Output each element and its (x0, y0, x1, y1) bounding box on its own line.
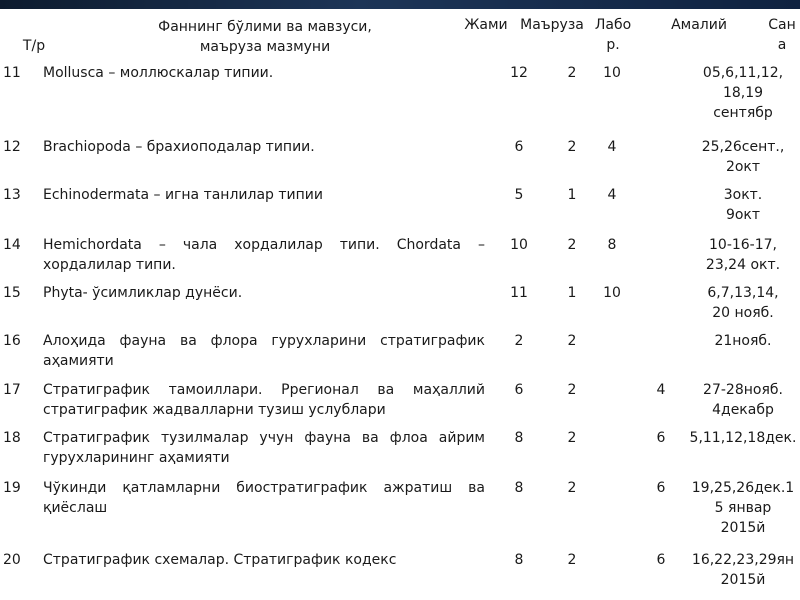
row-total: 2 (514, 333, 524, 349)
row-total: 8 (514, 430, 524, 446)
row-number: 13 (3, 187, 21, 203)
row-lab: 4 (607, 187, 617, 203)
row-date: 5,11,12,18дек. (689, 430, 797, 446)
row-total: 11 (510, 285, 528, 301)
row-practical: 6 (656, 430, 666, 446)
row-lab: 8 (607, 237, 617, 253)
row-lab: 10 (603, 285, 621, 301)
row-topic: Hemichordata – чала хордалилар типи. Chordata – хордалилар типи. (43, 237, 485, 273)
row-topic: Echinodermata – игна танлилар типии (43, 187, 323, 203)
row-number: 17 (3, 382, 21, 398)
row-number: 20 (3, 552, 21, 568)
row-total: 12 (510, 65, 528, 81)
row-lecture: 2 (567, 237, 577, 253)
row-total: 8 (514, 480, 524, 496)
row-topic: Стратиграфик тузилмалар учун фауна ва флоа айрим гурухларининг аҳамияти (43, 430, 485, 466)
row-total: 5 (514, 187, 524, 203)
header-practical: Амалий (671, 17, 727, 33)
row-total: 8 (514, 552, 524, 568)
header-topic-line2: маъруза мазмуни (199, 39, 331, 55)
row-number: 14 (3, 237, 21, 253)
row-date: 05,6,11,12, 18,19 сентябр (702, 65, 784, 121)
row-practical: 6 (656, 480, 666, 496)
slide-top-bar (0, 0, 800, 9)
row-number: 16 (3, 333, 21, 349)
row-number: 12 (3, 139, 21, 155)
row-date: 19,25,26дек.1 5 январ 2015й (691, 480, 795, 536)
row-date: 3окт. 9окт (723, 187, 763, 223)
row-lab: 10 (603, 65, 621, 81)
header-lab-line1: Лабо (594, 17, 632, 33)
row-lecture: 2 (567, 552, 577, 568)
row-date: 27-28нояб. 4декабр (703, 382, 783, 418)
row-topic: Mollusca – моллюскалар типии. (43, 65, 274, 81)
row-lecture: 1 (567, 285, 577, 301)
row-date: 6,7,13,14, 20 нояб. (707, 285, 779, 321)
header-lab-line2: р. (606, 37, 620, 53)
header-total: Жами (464, 17, 508, 33)
row-topic: Чўкинди қатламларни биостратиграфик ажратиш ва қиёслаш (43, 480, 485, 516)
row-topic: Brachiopoda – брахиоподалар типии. (43, 139, 315, 155)
row-total: 6 (514, 382, 524, 398)
row-topic: Стратиграфик схемалар. Стратиграфик кодекс (43, 552, 397, 568)
row-total: 10 (510, 237, 528, 253)
row-lecture: 2 (567, 333, 577, 349)
row-practical: 4 (656, 382, 666, 398)
row-lecture: 1 (567, 187, 577, 203)
header-date (764, 15, 800, 55)
row-date: 25,26сент., 2окт (701, 139, 785, 175)
row-number: 19 (3, 480, 21, 496)
row-topic: Phyta- ўсимликлар дунёси. (43, 285, 243, 301)
header-topic-line1: Фаннинг бўлими ва мавзуси, (158, 19, 372, 35)
row-date: 21нояб. (714, 333, 772, 349)
row-topic: Стратиграфик тамоиллари. Ррегионал ва маҳаллий стратиграфик жадвалларни тузиш услублари (43, 382, 485, 418)
header-date-line2: а (777, 37, 787, 53)
row-lecture: 2 (567, 65, 577, 81)
row-lecture: 2 (567, 382, 577, 398)
row-lab: 4 (607, 139, 617, 155)
row-total: 6 (514, 139, 524, 155)
header-lecture: Маъруза (520, 17, 584, 33)
row-lecture: 2 (567, 480, 577, 496)
row-number: 18 (3, 430, 21, 446)
row-lecture: 2 (567, 139, 577, 155)
row-number: 15 (3, 285, 21, 301)
row-lecture: 2 (567, 430, 577, 446)
row-topic: Алоҳида фауна ва флора гурухларини стратиграфик аҳамияти (43, 333, 485, 369)
row-date: 10-16-17, 23,24 окт. (705, 237, 781, 273)
row-date: 16,22,23,29ян 2015й (691, 552, 795, 588)
header-lab (590, 15, 636, 55)
row-practical: 6 (656, 552, 666, 568)
row-number: 11 (3, 65, 21, 81)
header-date-line1: Сан (768, 17, 796, 33)
header-topic (130, 17, 400, 57)
header-num: Т/р (22, 38, 46, 54)
